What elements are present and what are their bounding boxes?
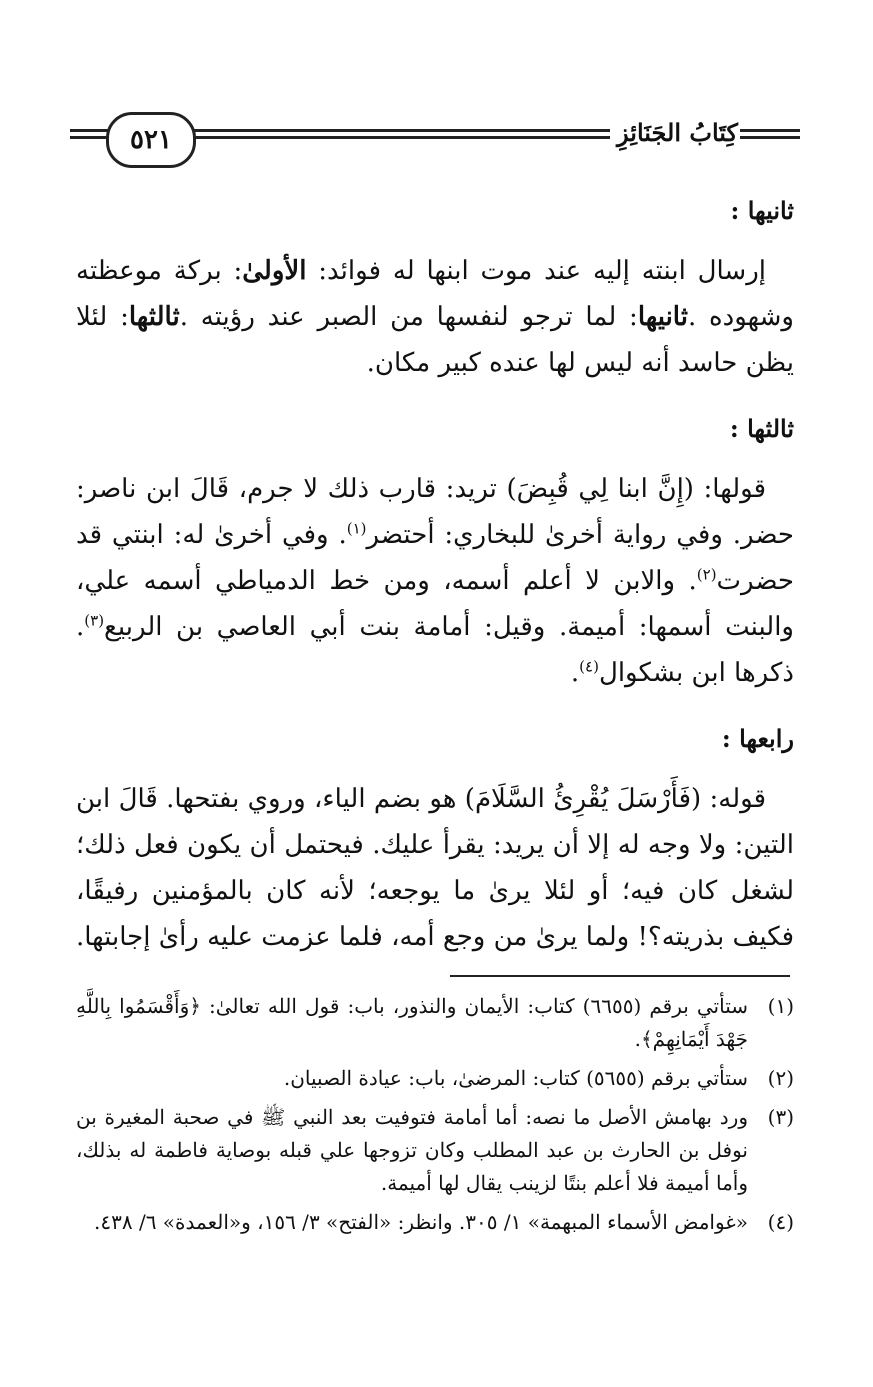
text-run: . والابن لا أعلم أسمه، ومن خط الدمياطي أسمه علي، والبنت أسمها: أميمة. وقيل: أمامة بنت أبي العاصي بن الربيع bbox=[76, 566, 794, 642]
section-paragraph-2 bbox=[76, 248, 794, 386]
section-heading-3: ثالثها : bbox=[729, 414, 794, 443]
footnote-ref[interactable]: (٣) bbox=[84, 611, 105, 630]
footnote-4 bbox=[76, 1206, 794, 1239]
section-paragraph-4: قوله: (فَأَرْسَلَ يُقْرِئُ السَّلَامَ) هو بضم الياء، وروي بفتحها. قَالَ ابن التين: ولا وجه له إلا أن يريد: يقرأ عليك. فيحتمل أن يكون فعل ذلك؛ لشغل كان فيه؛ أو لئلا يرىٰ ما يوجعه؛ لأنه كان بالمؤمنين رفيقًا، فكيف بذريته؟! ولما يرىٰ من وجع أمه، فلما عزمت عليه رأىٰ إجابتها. bbox=[75, 784, 794, 952]
header-rule-right bbox=[740, 129, 800, 147]
footnote-separator bbox=[450, 975, 790, 977]
text-run: إرسال ابنته إليه عند موت ابنها له فوائد: bbox=[306, 256, 766, 286]
footnote-text: ورد بهامش الأصل ما نصه: أما أمامة فتوفيت بعد النبي ﷺ في صحبة المغيرة بن نوفل بن الحارث بن عبد المطلب وكان تزوجها علي قبله بوصاية فاطمة له بذلك، وأما أميمة فلا أعلم بنتًا لزينب يقال لها أميمة. bbox=[76, 1105, 748, 1195]
footnote-number: (١) bbox=[767, 994, 794, 1018]
footnote-3 bbox=[76, 1101, 794, 1200]
section-heading-2: ثانيها : bbox=[730, 196, 794, 225]
footnote-2 bbox=[76, 1062, 794, 1095]
section-heading-4: رابعها : bbox=[721, 724, 794, 753]
footnote-number: (٢) bbox=[767, 1066, 794, 1090]
section-paragraph-3 bbox=[76, 466, 794, 696]
footnote-text: ستأتي برقم (٥٦٥٥) كتاب: المرضىٰ، باب: عيادة الصبيان. bbox=[283, 1066, 748, 1090]
footnote-number: (٣) bbox=[767, 1105, 794, 1129]
text-run: . bbox=[570, 658, 580, 688]
footnote-number: (٤) bbox=[767, 1210, 794, 1234]
footnote-1 bbox=[76, 990, 794, 1056]
text-run: : لئلا يظن حاسد أنه ليس لها عنده كبير مكان. bbox=[76, 302, 794, 378]
bold-term: ثالثها bbox=[128, 302, 180, 332]
footnote-text: «غوامض الأسماء المبهمة» ١/ ٣٠٥. وانظر: «الفتح» ٣/ ١٥٦، و«العمدة» ٦/ ٤٣٨. bbox=[94, 1210, 748, 1234]
footnote-ref[interactable]: (١) bbox=[346, 519, 367, 538]
footnote-ref[interactable]: (٤) bbox=[579, 657, 599, 676]
bold-term: الأولىٰ bbox=[242, 256, 307, 286]
footnotes bbox=[76, 990, 794, 1245]
header-rule-left bbox=[70, 129, 110, 147]
bold-term: ثانيها bbox=[637, 302, 688, 332]
page-header bbox=[70, 110, 800, 166]
page-number: ٥٢١ bbox=[106, 112, 196, 168]
text-run: : لما ترجو لنفسها من الصبر عند رؤيته . bbox=[179, 302, 638, 332]
footnote-ref[interactable]: (٢) bbox=[696, 565, 717, 584]
text-run: : بركة موعظته وشهوده . bbox=[76, 256, 794, 332]
text-run: . ذكرها ابن بشكوال bbox=[76, 612, 794, 688]
main-text bbox=[76, 178, 794, 960]
text-run: قولها: (إِنَّ ابنا لِي قُبِضَ) تريد: قارب ذلك لا جرم، قَالَ ابن ناصر: حضر. وفي رواية أخرىٰ للبخاري: أحتضر bbox=[76, 474, 794, 550]
footnote-text: ستأتي برقم (٦٦٥٥) كتاب: الأيمان والنذور، باب: قول الله تعالىٰ: ﴿وَأَقْسَمُوا بِاللَّهِ جَهْدَ أَيْمَانِهِمْ﴾. bbox=[76, 994, 748, 1051]
running-head-title: كِتَابُ الجَنَائِزِ bbox=[617, 118, 738, 147]
header-rule-middle bbox=[188, 129, 610, 147]
text-run: . وفي أخرىٰ له: ابنتي قد حضرت bbox=[76, 520, 794, 596]
